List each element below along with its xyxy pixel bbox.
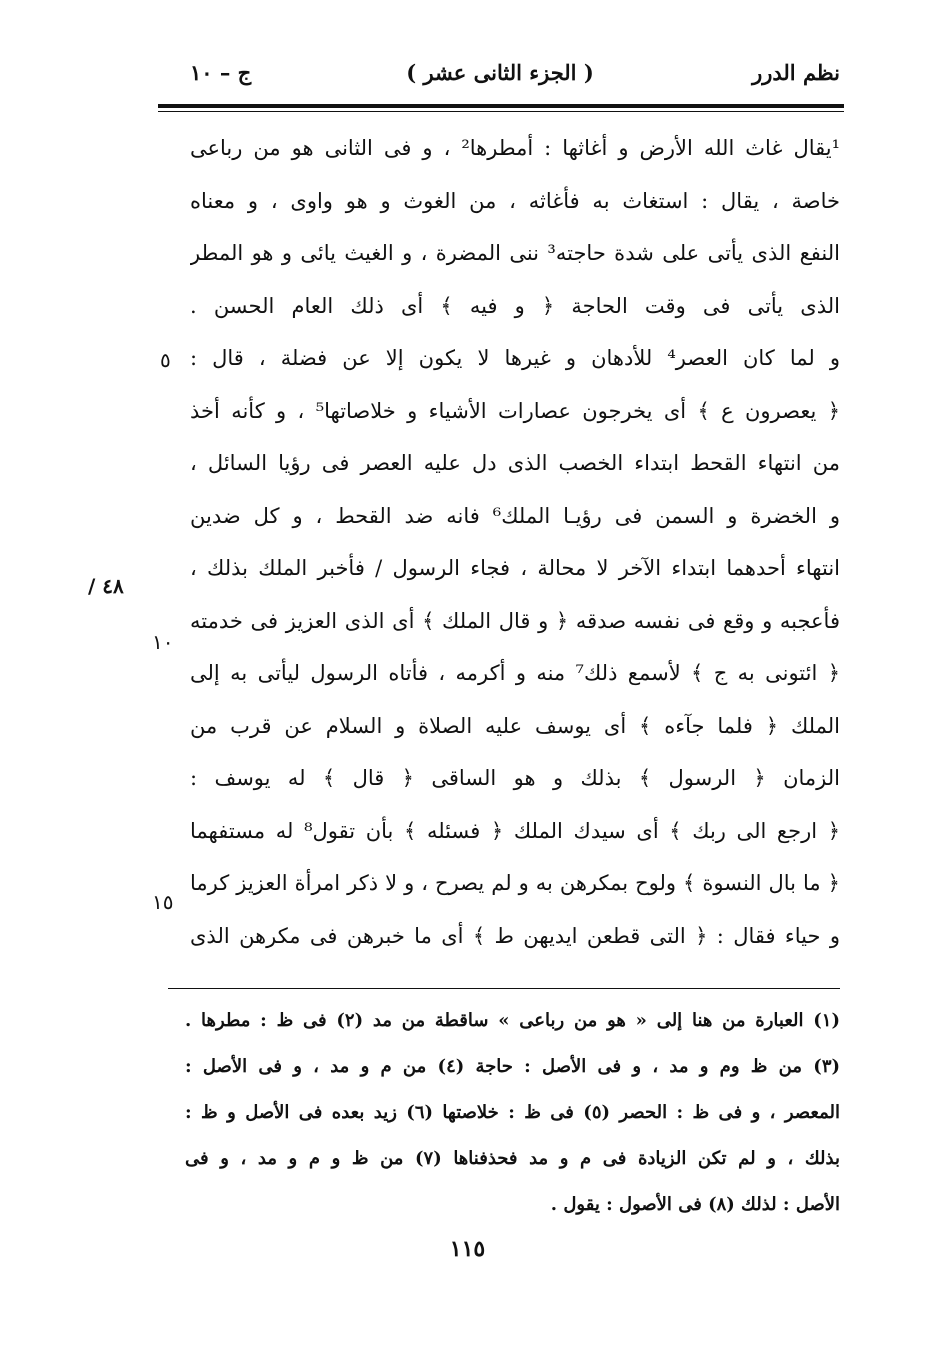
- text-line: ﴿ ما بال النسوة ﴾ ولوح بمكرهن به و لم يصرح ، و لا ذكر امرأة العزيز كرما: [190, 871, 840, 895]
- text-line: خاصة ، يقال : استغاث به فأغاثه ، من الغوث و هو واوى ، و معناه: [190, 188, 840, 213]
- book-title: نظم الدرر: [752, 60, 840, 85]
- line-number-5: ٥: [160, 348, 171, 372]
- text-line: الملك ﴿ فلما جآءه ﴾ أى يوسف عليه الصلاة و السلام عن قرب من: [190, 713, 840, 738]
- footnote-line: (١) العبارة من هنا إلى « هو من رباعى » ساقطة من مد (٢) فى ظ : مطرها .: [185, 1010, 840, 1031]
- line-number-15: ١٥: [152, 890, 174, 914]
- text-line: الذى يأتى فى وقت الحاجة ﴿ و فيه ﴾ أى ذلك العام الحسن .: [190, 293, 840, 318]
- text-line: ﴿ يعصرون ع ﴾ أى يخرجون عصارات الأشياء و خلاصاتها⁵ ، و كأنه أخذ: [190, 398, 840, 423]
- part-title: ( الجزء الثانى عشر ): [406, 60, 594, 85]
- running-header: [160, 54, 840, 94]
- text-line: فأعجبه و وقع فى نفسه صدقه ﴿ و قال الملك ﴾ أى الذى العزيز فى خدمته: [190, 608, 840, 633]
- text-line: ﴿ ارجع الى ربك ﴾ أى سيدك الملك ﴿ فسئله ﴾ بأن تقول⁸ له مستفهما: [190, 818, 840, 843]
- text-line: الزمان ﴿ الرسول ﴾ بذلك و هو الساقى ﴿ قال ﴾ له يوسف :: [190, 766, 840, 790]
- footnote-rule: [168, 988, 840, 989]
- line-number-10: ١٠: [152, 630, 174, 654]
- text-line: النفع الذى يأتى على شدة حاجته³ ننى المضرة ، و الغيث يائى و هو المطر: [190, 241, 840, 265]
- volume-label: ج – ١٠: [190, 60, 252, 85]
- footnote-line: المعصر ، و فى ظ : الحصر (٥) فى ظ : خلاصتها (٦) زيد بعده فى الأصل و ظ :: [185, 1102, 840, 1123]
- text-line: و حياء فقال : ﴿ التى قطعن ايديهن ط ﴾ أى ما خبرهن فى مكرهن الذى: [190, 923, 840, 948]
- text-line: ¹يقال غاث الله الأرض و أغاثها : أمطرها² ، و فى الثانى هو من رباعى: [190, 136, 840, 160]
- footnotes: [185, 998, 840, 1228]
- header-rule-thin: [158, 111, 844, 112]
- main-text: [190, 122, 840, 962]
- footnote-line: الأصل : لذلك (٨) فى الأصول : يقول .: [550, 1194, 840, 1215]
- text-line: و لما كان العصر⁴ للأدهان و غيرها لا يكون إلا عن فضلة ، قال :: [190, 346, 840, 370]
- text-line: انتهاء أحدهما ابتداء الآخر لا محالة ، فجاء الرسول / فأخبر الملك بذلك ،: [190, 556, 840, 580]
- text-line: ﴿ ائتونى به ج ﴾ لأسمع ذلك⁷ منه و أكرمه ، فأتاه الرسول ليأتى به إلى: [190, 661, 840, 685]
- header-rule-thick: [158, 104, 844, 108]
- folio-marker: ٤٨ /: [88, 574, 124, 598]
- page-number: ١١٥: [449, 1236, 486, 1262]
- footnote-line: (٣) من ظ وم و مد ، و فى الأصل : حاجة (٤) من م و مد ، و فى الأصل :: [185, 1056, 840, 1077]
- text-line: و الخضرة و السمن فى رؤيـا الملك⁶ فانه ضد القحط ، و كل ضدين: [190, 503, 840, 528]
- footnote-line: بذلك ، و لم تكن الزيادة فى م و مد فحذفناها (٧) من ظ و م و مد ، و فى: [185, 1148, 840, 1169]
- text-line: من انتهاء القحط ابتداء الخصب الذى دل عليه العصر فى رؤيا السائل ،: [190, 451, 840, 475]
